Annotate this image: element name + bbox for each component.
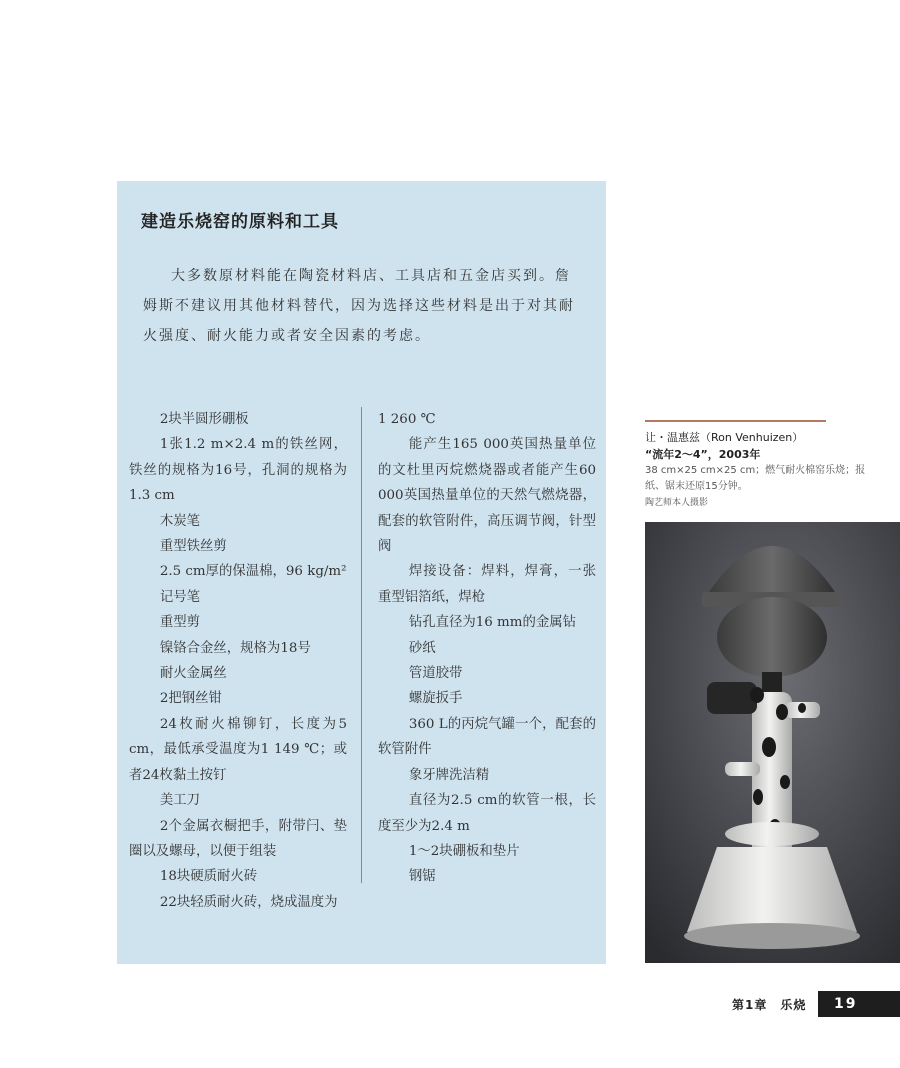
photo-caption: [645, 429, 875, 511]
list-item: 钢锯: [408, 869, 436, 885]
caption-credit: 陶艺师本人摄影: [645, 498, 709, 508]
caption-rule: [645, 420, 826, 422]
list-item: 22块轻质耐火砖，烧成温度为: [159, 894, 338, 910]
materials-panel: [117, 181, 606, 964]
list-item: 镍铬合金丝，规格为18号: [159, 640, 311, 656]
caption-work-title: “流年2～4”，2003年: [645, 448, 761, 461]
list-item: 360 L的丙烷气罐一个，配套的软管附件: [378, 716, 596, 758]
list-item: 重型铁丝剪: [159, 539, 227, 555]
list-item: 2把钢丝钳: [159, 691, 222, 707]
list-item: 2块半圆形硼板: [159, 412, 249, 427]
chapter-label: 第1章 乐烧: [732, 998, 807, 1012]
list-item: 2.5 cm厚的保温棉，96 kg/m²: [159, 564, 347, 580]
list-item: 象牙牌洗洁精: [408, 767, 490, 783]
sculpture-illustration: [645, 522, 900, 963]
list-item: 美工刀: [159, 793, 200, 809]
list-item: 2个金属衣橱把手，附带闩、垫圈以及螺母，以便于组装: [129, 818, 347, 859]
list-item: 1张1.2 m×2.4 m的铁丝网，铁丝的规格为16号，孔洞的规格为1.3 cm: [129, 437, 347, 504]
ceramic-sculpture-photo: [645, 522, 900, 963]
list-item: 18块硬质耐火砖: [159, 869, 258, 885]
list-item: 1～2块硼板和垫片: [408, 843, 520, 859]
materials-list-right: [378, 407, 596, 890]
list-item: 重型剪: [159, 615, 200, 631]
list-item: 能产生165 000英国热量单位的文杜里丙烷燃烧器或者能产生60 000英国热量单位的天然气燃烧器，配套的软管附件，高压调节阀，针型阀: [378, 437, 596, 555]
caption-description: 38 cm×25 cm×25 cm；燃气耐火棉窑乐烧；报纸、锯末还原15分钟。: [645, 465, 866, 492]
list-item: 木炭笔: [159, 513, 200, 529]
list-item: 焊接设备：焊料，焊膏，一张重型铝箔纸，焊枪: [378, 564, 596, 605]
intro-paragraph: 大多数原材料能在陶瓷材料店、工具店和五金店买到。詹姆斯不建议用其他材料替代，因为选择这些材料是出于对其耐火强度、耐火能力或者安全因素的考虑。: [143, 268, 575, 344]
panel-title: 建造乐烧窑的原料和工具: [141, 212, 339, 232]
page-number: 19: [818, 991, 900, 1017]
materials-list-left: [129, 407, 347, 915]
list-item: 管道胶带: [408, 666, 463, 682]
list-item: 记号笔: [159, 589, 200, 605]
list-item: 钻孔直径为16 mm的金属钻: [408, 615, 577, 631]
list-item: 砂纸: [408, 640, 436, 656]
list-item: 直径为2.5 cm的软管一根，长度至少为2.4 m: [378, 793, 596, 834]
column-divider: [361, 407, 362, 883]
caption-artist: 让・温惠兹（Ron Venhuizen）: [645, 431, 804, 444]
list-item: 24枚耐火棉铆钉，长度为5 cm，最低承受温度为1 149 ℃；或者24枚黏土按钉: [129, 716, 347, 783]
list-item-continuation: 1 260 ℃: [378, 412, 436, 427]
list-item: 耐火金属丝: [159, 666, 227, 682]
list-item: 螺旋扳手: [408, 691, 463, 707]
